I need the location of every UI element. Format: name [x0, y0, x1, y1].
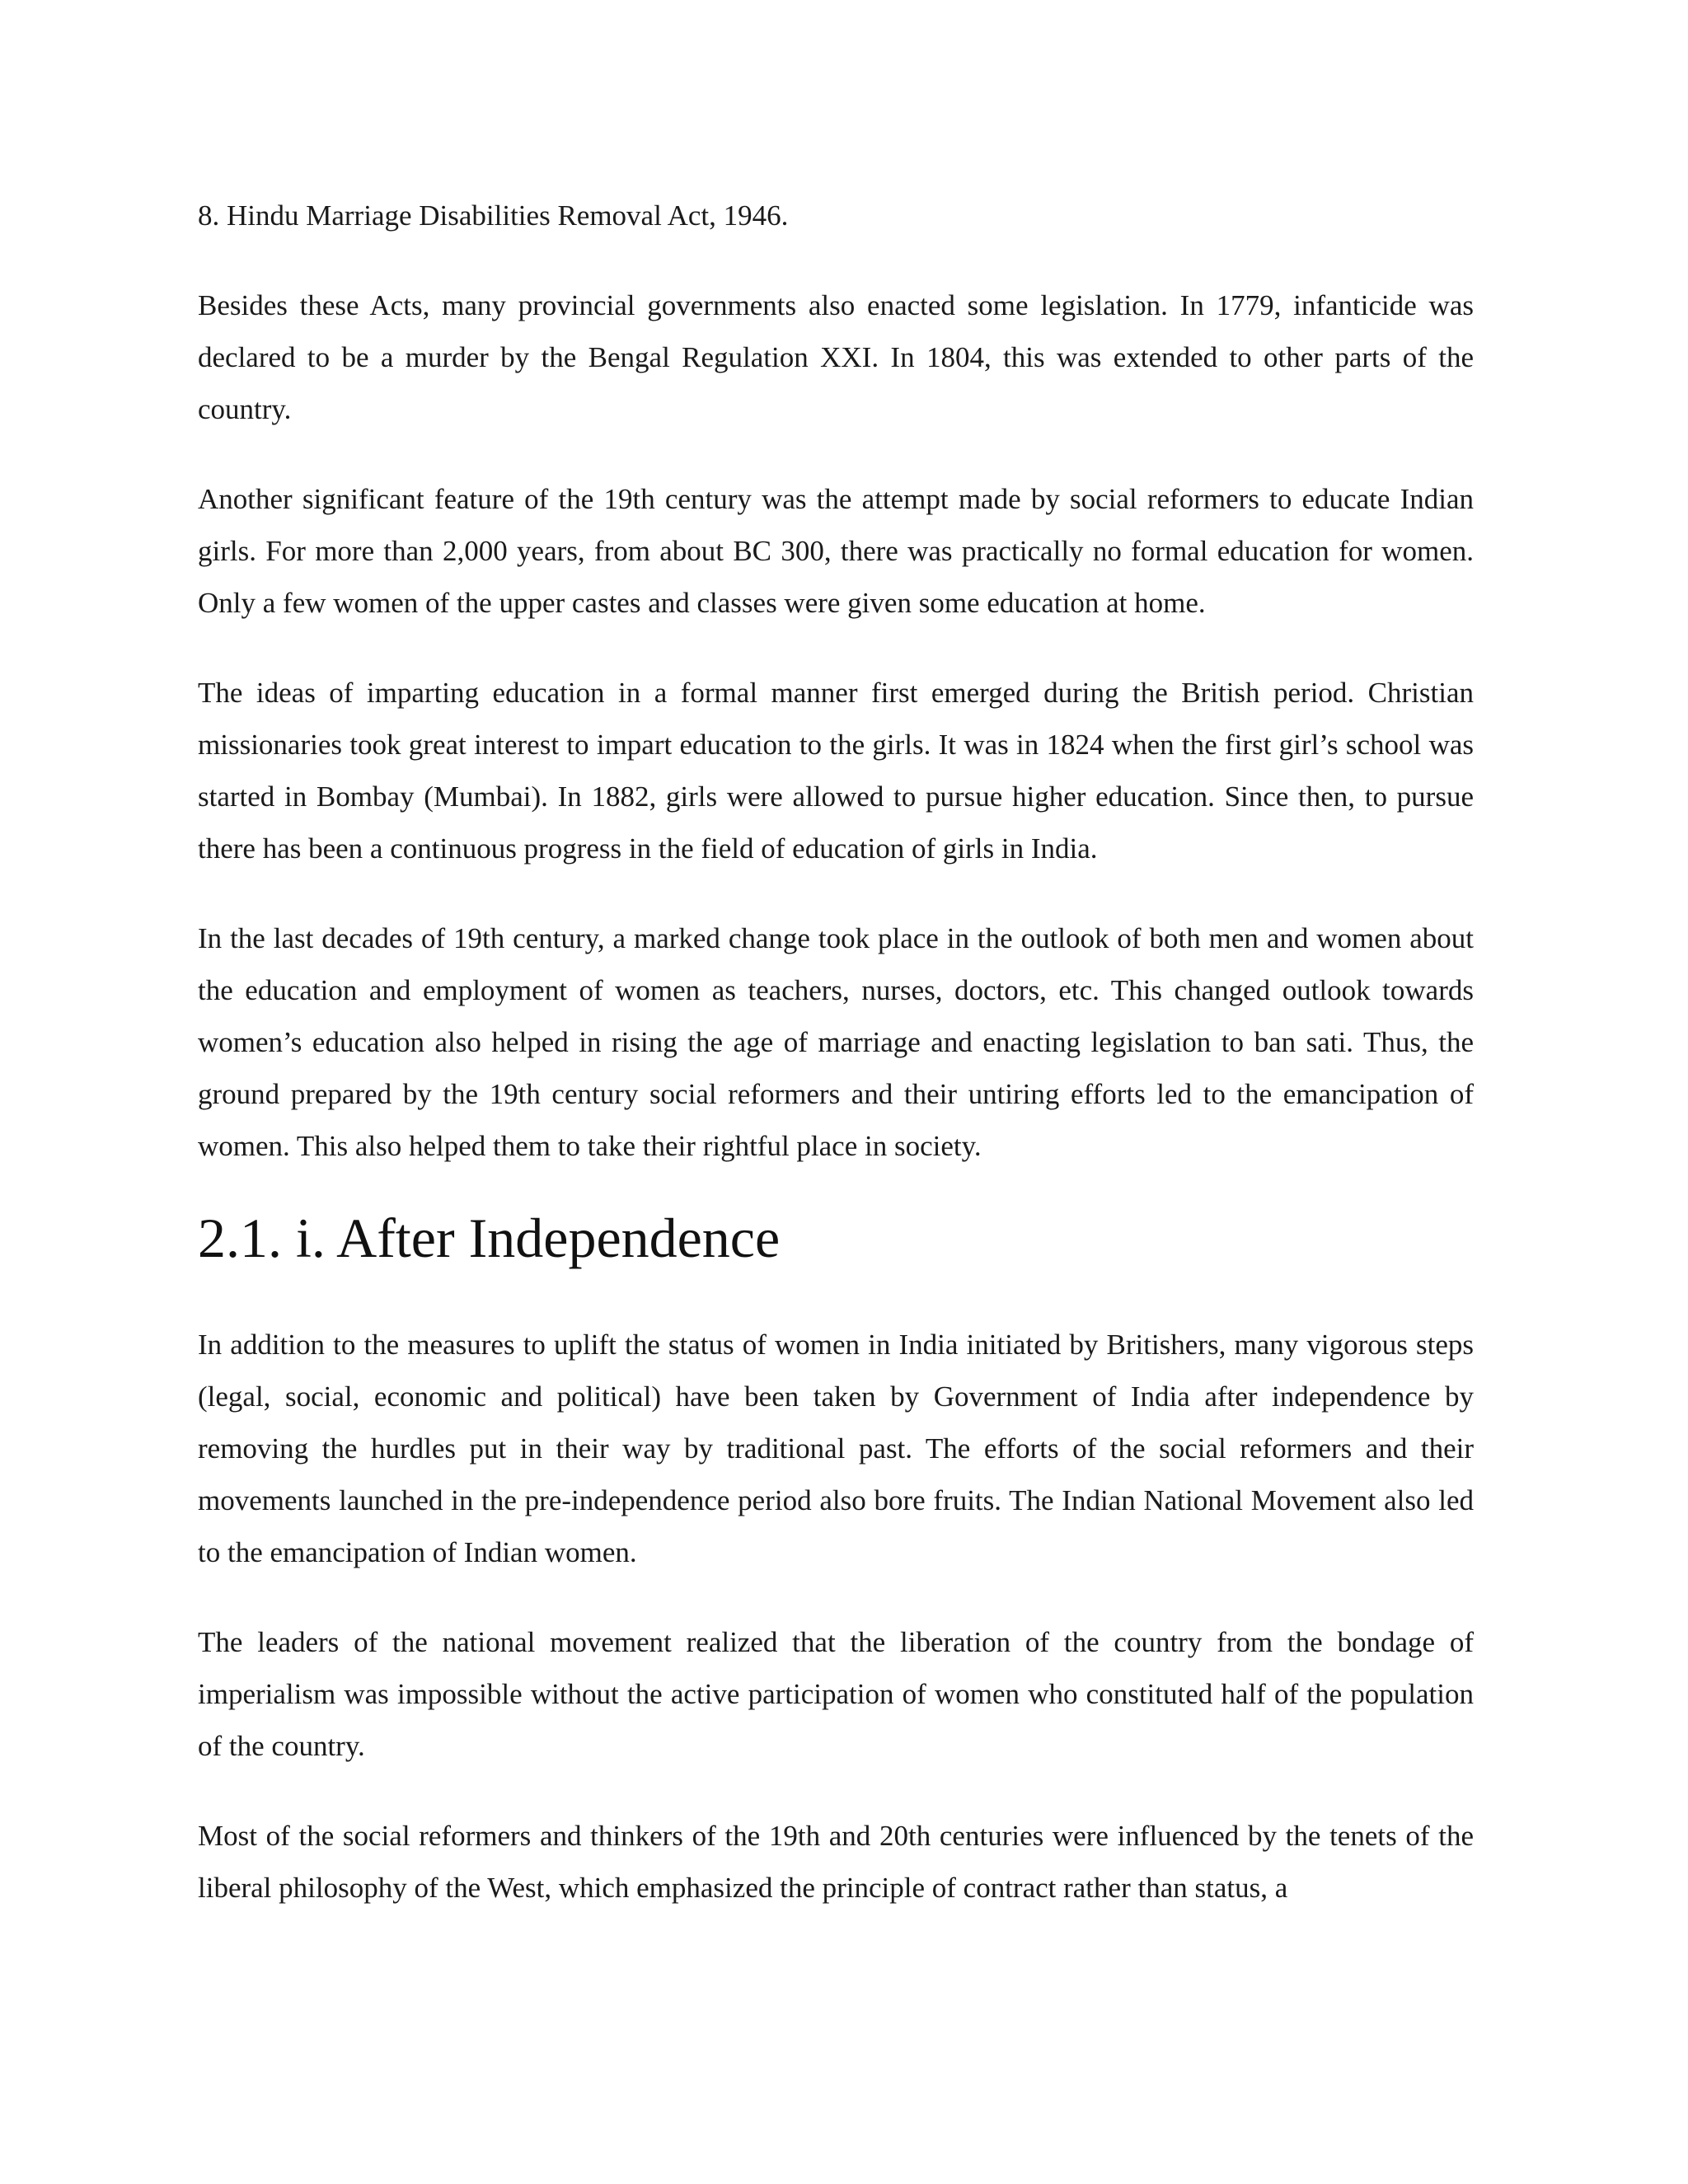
- paragraph-after-independence: In addition to the measures to uplift the status of women in India initiated by Britishers, many vigorous steps (legal, social, economic and political) have been taken by Government of India after independence by removing the hurdles put in their way by traditional past. The efforts of the social reformers and their movements launched in the pre-independence period also bore fruits. The Indian National Movement also led to the emancipation of Indian women.: [198, 1329, 1474, 1568]
- paragraph-british-period-education: The ideas of imparting education in a formal manner first emerged during the British period. Christian missionaries took great interest to impart education to the girls. It was in 1824 when the first girl’s school was started in Bombay (Mumbai). In 1882, girls were allowed to pursue higher education. Since then, to pursue there has been a continuous progress in the field of education of girls in India.: [198, 677, 1474, 865]
- paragraph-girls-education: Another significant feature of the 19th century was the attempt made by social reformers to educate Indian girls. For more than 2,000 years, from about BC 300, there was practically no formal education for women. Only a few women of the upper castes and classes were given some education at home.: [198, 483, 1474, 619]
- paragraph-provincial-legislation: Besides these Acts, many provincial governments also enacted some legislation. In 1779, infanticide was declared to be a murder by the Bengal Regulation XXI. In 1804, this was extended to other parts of the country.: [198, 289, 1474, 425]
- list-item-8: 8. Hindu Marriage Disabilities Removal Act, 1946.: [198, 199, 789, 232]
- paragraph-national-movement: The leaders of the national movement realized that the liberation of the country from the bondage of imperialism was impossible without the active participation of women who constituted half of the population of the country.: [198, 1626, 1474, 1762]
- section-heading: 2.1. i. After Independence: [198, 1207, 781, 1269]
- document-page: [198, 190, 1474, 1914]
- paragraph-changed-outlook: In the last decades of 19th century, a marked change took place in the outlook of both men and women about the education and employment of women as teachers, nurses, doctors, etc. This changed outlook towards women’s education also helped in rising the age of marriage and enacting legislation to ban sati. Thus, the ground prepared by the 19th century social reformers and their untiring efforts led to the emancipation of women. This also helped them to take their rightful place in society.: [198, 922, 1474, 1162]
- paragraph-liberal-philosophy: Most of the social reformers and thinkers of the 19th and 20th centuries were influenced by the tenets of the liberal philosophy of the West, which emphasized the principle of contract rather than status, a: [198, 1820, 1474, 1904]
